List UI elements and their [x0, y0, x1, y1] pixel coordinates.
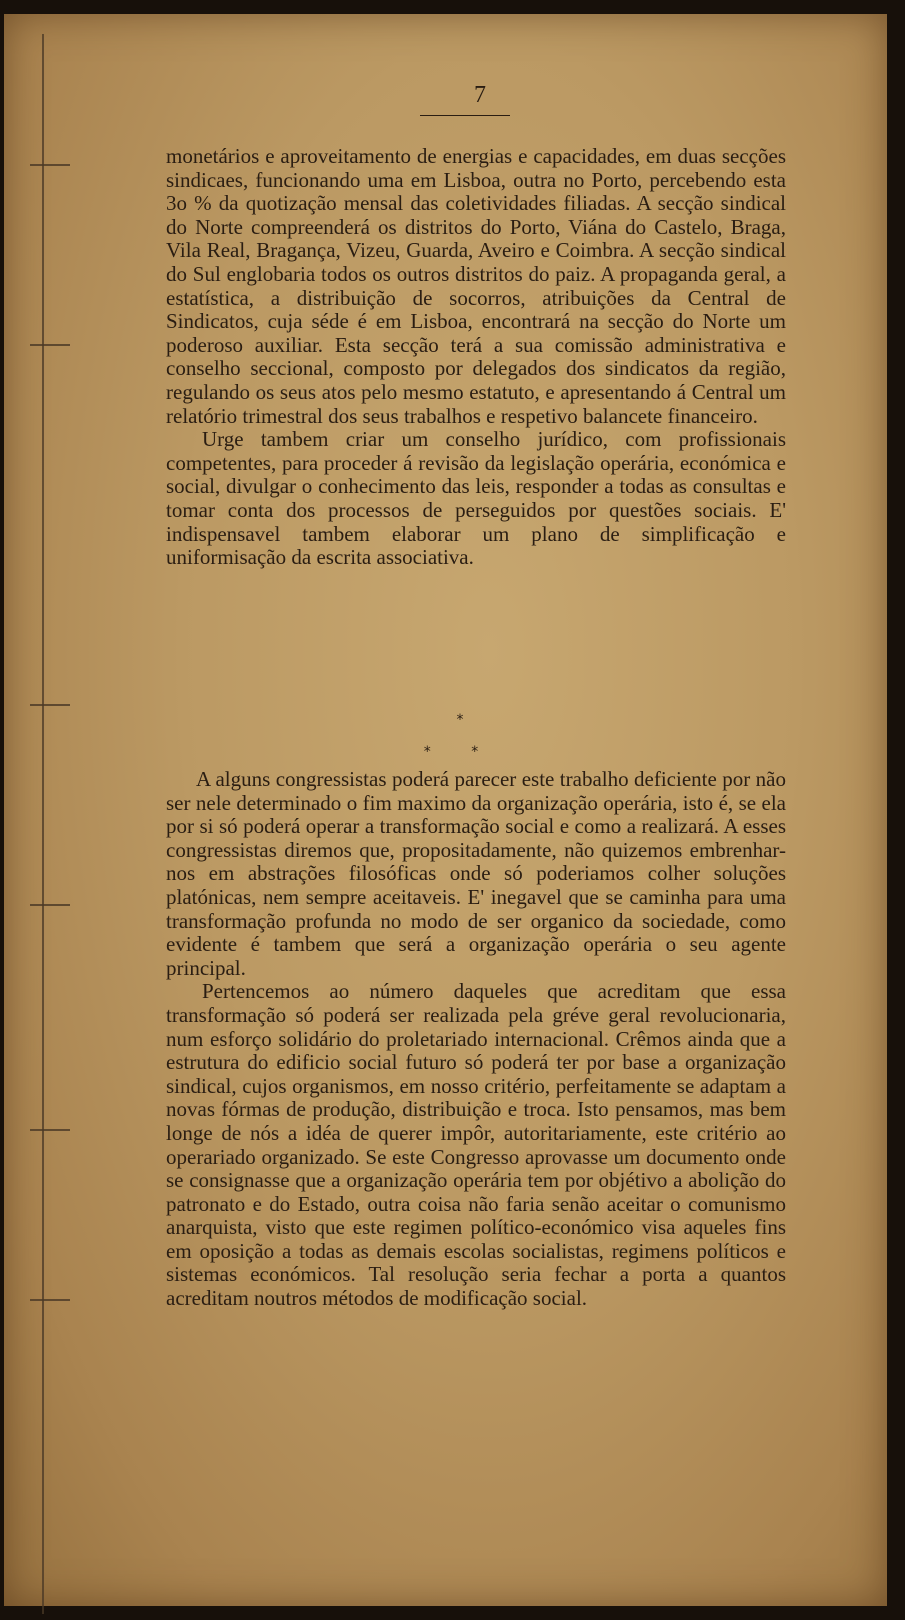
asterism-bottom: * *: [423, 744, 497, 760]
page-number: 7: [474, 82, 486, 108]
binding-stitch: [30, 1299, 70, 1301]
paragraph: monetários e aproveitamento de energias e capacidades, em duas secções sindicaes, funcionando uma em Lisboa, outra no Porto, percebendo esta 3o % da quotização mensal das coletividades filiadas. A secção sindical do Norte compreenderá os distritos do Porto, Viána do Castelo, Braga, Vila Real, Bragança, Vizeu, Guarda, Aveiro e Coimbra. A secção sindical do Sul englobaria todos os outros distritos do paiz. A propaganda geral, a estatística, a distribuição de socorros, atribuições da Central de Sindicatos, cuja séde é em Lisboa, encontrará na secção do Norte um poderoso auxiliar. Esta secção terá a sua comissão administrativa e conselho seccional, composto por delegados dos sindicatos da região, regulando os seus atos pelo mesmo estatuto, e apresentando á Central um relatório trimestral dos seus trabalhos e respetivo balancete financeiro.: [166, 144, 786, 428]
binding-stitch: [30, 704, 70, 706]
binding-stitch: [30, 1129, 70, 1131]
paragraph: A alguns congressistas poderá parecer este trabalho deficiente por não ser nele determinado o fim maximo da organização operária, isto é, se ela por si só poderá operar a transformação social e como a realizará. A esses congressistas diremos que, propositadamente, não quizemos embrenhar-nos em abstrações filosóficas onde só poderiamos colher soluções platónicas, nem sempre aceitaveis. E' inegavel que se caminha para uma transformação profunda no modo de ser organico da sociedade, como evidente é tambem que será a organização operária o seu agente principal.: [166, 767, 786, 980]
binding-stitch: [30, 164, 70, 166]
paragraph: Pertencemos ao número daqueles que acreditam que essa transformação só poderá ser realizada pela gréve geral revolucionaria, num esforço solidário do proletariado internacional. Crêmos ainda que a estrutura do edificio social futuro só poderá ter por base a organização sindical, cujos organismos, em nosso critério, perfeitamente se adaptam a novas fórmas de produção, distribuição e troca. Isto pensamos, mas bem longe de nós a idéa de querer impôr, autoritariamente, este critério ao operariado organizado. Se este Congresso aprovasse um documento onde se consignasse que a organização operária tem por objétivo a abolição do patronato e do Estado, outra coisa não faria senão aceitar o comunismo anarquista, visto que este regimen político-económico visa aqueles fins em oposição a todas as demais escolas socialistas, regimens políticos e sistemas económicos. Tal resolução seria fechar a porta a quantos acreditam noutros métodos de modificação social.: [166, 979, 786, 1311]
asterism-top: *: [456, 712, 464, 728]
paragraph: Urge tambem criar um conselho jurídico, com profissionais competentes, para proceder á revisão da legislação operária, económica e social, divulgar o conhecimento das leis, responder a todas as consultas e tomar conta dos processos de perseguidos por questões sociais. E' indispensavel tambem elaborar um plano de simplificação e uniformisação da escrita associativa.: [166, 427, 786, 570]
binding-spine: [42, 34, 44, 1614]
body-text-section-2: [166, 768, 786, 1311]
body-text-section-1: [166, 145, 786, 570]
binding-stitch: [30, 904, 70, 906]
binding-stitch: [30, 344, 70, 346]
page-number-rule: [420, 115, 510, 116]
